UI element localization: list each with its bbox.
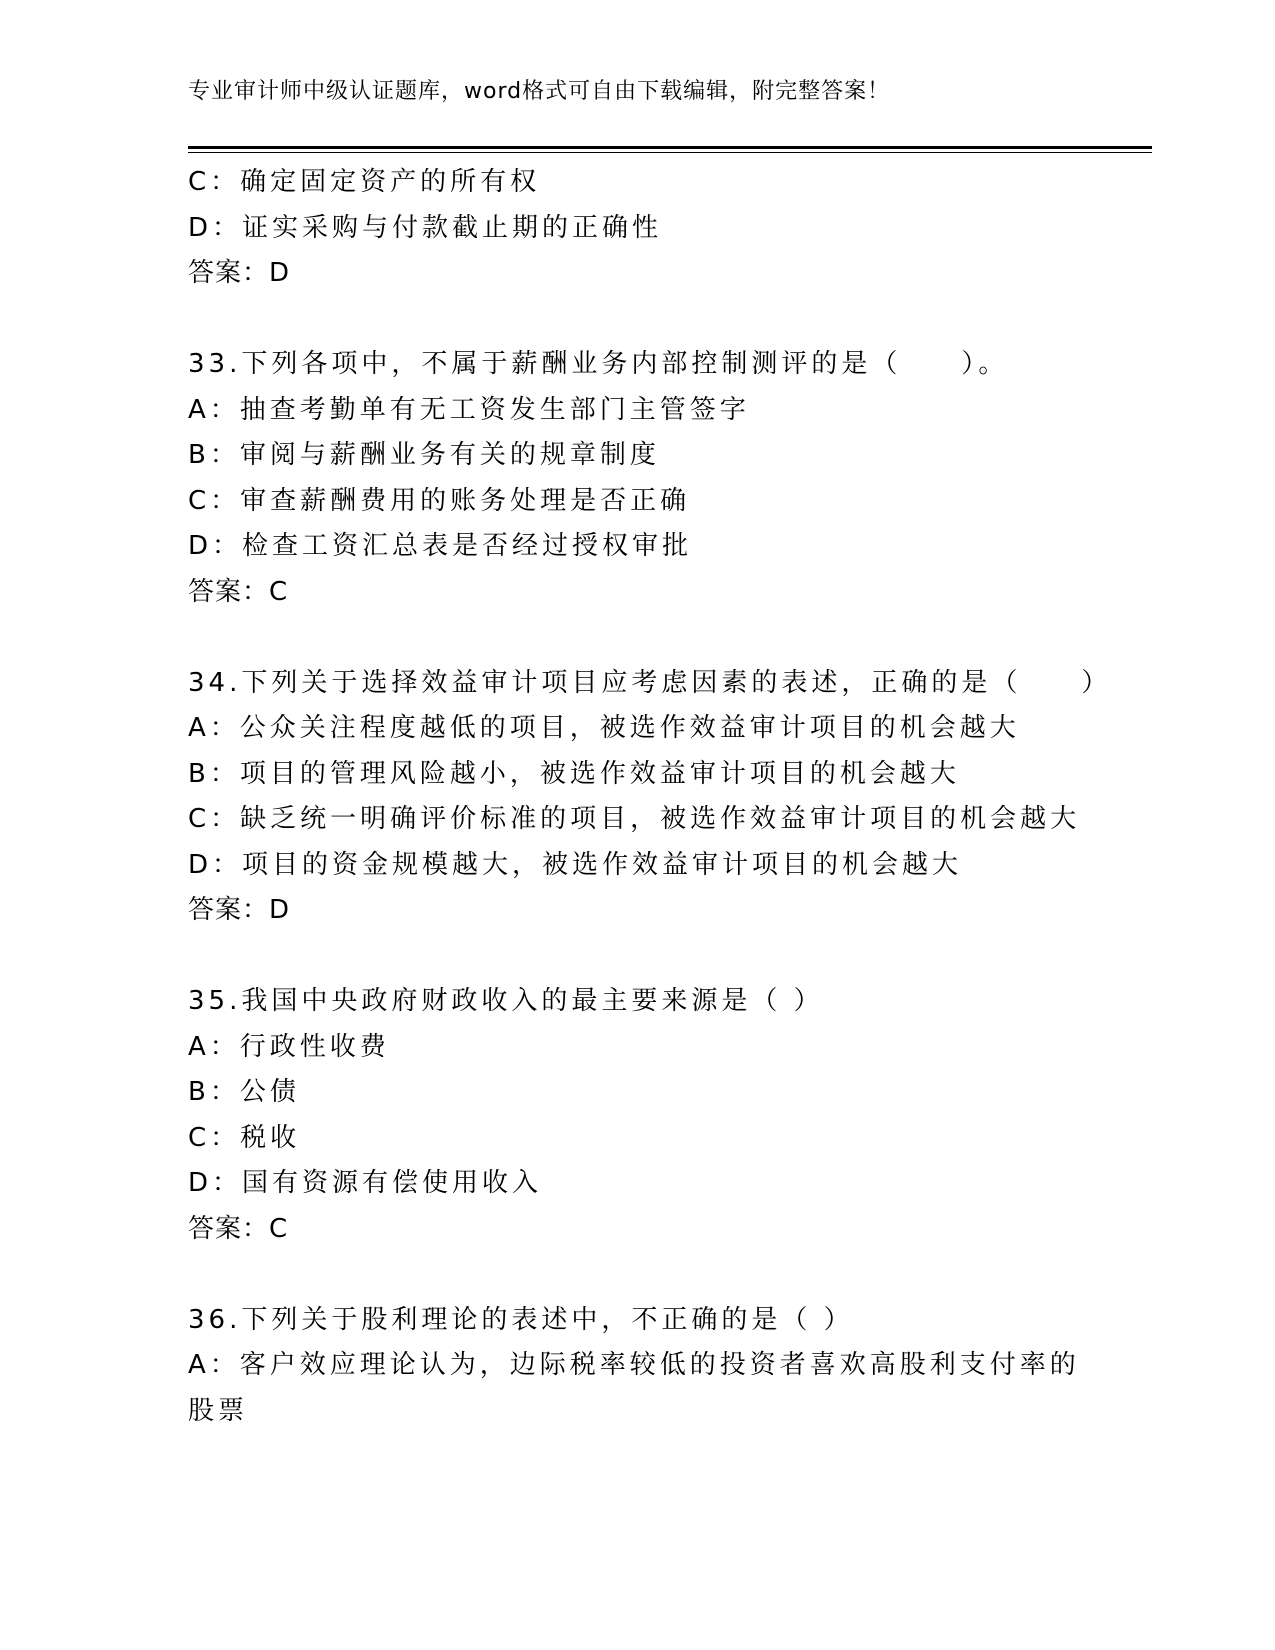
option-d: D：国有资源有偿使用收入 xyxy=(188,1168,543,1198)
answer: 答案：D xyxy=(188,895,291,925)
option-c: C：缺乏统一明确评价标准的项目，被选作效益审计项目的机会越大 xyxy=(188,804,1081,834)
question-text: 34.下列关于选择效益审计项目应考虑因素的表述，正确的是（ ） xyxy=(188,667,1112,698)
question-text: 33.下列各项中，不属于薪酬业务内部控制测评的是（ ）。 xyxy=(188,349,1009,379)
question-text: 36.下列关于股利理论的表述中，不正确的是（ ） xyxy=(188,1304,854,1335)
question-block xyxy=(188,1298,1108,1435)
option-b: B：审阅与薪酬业务有关的规章制度 xyxy=(188,440,660,470)
question-block xyxy=(188,160,1108,297)
answer: 答案：D xyxy=(188,258,291,288)
answer: 答案：C xyxy=(188,1213,289,1244)
header-rule-thin xyxy=(188,152,1152,153)
answer: 答案：C xyxy=(188,576,289,607)
option-a: A：抽查考勤单有无工资发生部门主管签字 xyxy=(188,394,750,425)
header-rule-thick xyxy=(188,146,1152,149)
question-block xyxy=(188,979,1108,1252)
option-c: C：税收 xyxy=(188,1122,301,1153)
option-d: D：项目的资金规模越大，被选作效益审计项目的机会越大 xyxy=(188,849,963,880)
option-a: A：行政性收费 xyxy=(188,1031,390,1062)
question-block xyxy=(188,661,1112,934)
option-b: B：公债 xyxy=(188,1077,300,1107)
option-d: D：检查工资汇总表是否经过授权审批 xyxy=(188,531,693,561)
option-c: C：确定固定资产的所有权 xyxy=(188,167,541,197)
option-a: A：客户效应理论认为，边际税率较低的投资者喜欢高股利支付率的股票 xyxy=(188,1350,1080,1426)
question-block xyxy=(188,342,1108,615)
question-text: 35.我国中央政府财政收入的最主要来源是（ ） xyxy=(188,986,824,1016)
page-header: 专业审计师中级认证题库，word格式可自由下载编辑，附完整答案！ xyxy=(188,79,891,104)
question-list xyxy=(188,160,1112,1434)
option-b: B：项目的管理风险越小，被选作效益审计项目的机会越大 xyxy=(188,758,960,789)
option-c: C：审查薪酬费用的账务处理是否正确 xyxy=(188,485,691,516)
option-d: D：证实采购与付款截止期的正确性 xyxy=(188,212,663,243)
option-a: A：公众关注程度越低的项目，被选作效益审计项目的机会越大 xyxy=(188,713,1020,743)
